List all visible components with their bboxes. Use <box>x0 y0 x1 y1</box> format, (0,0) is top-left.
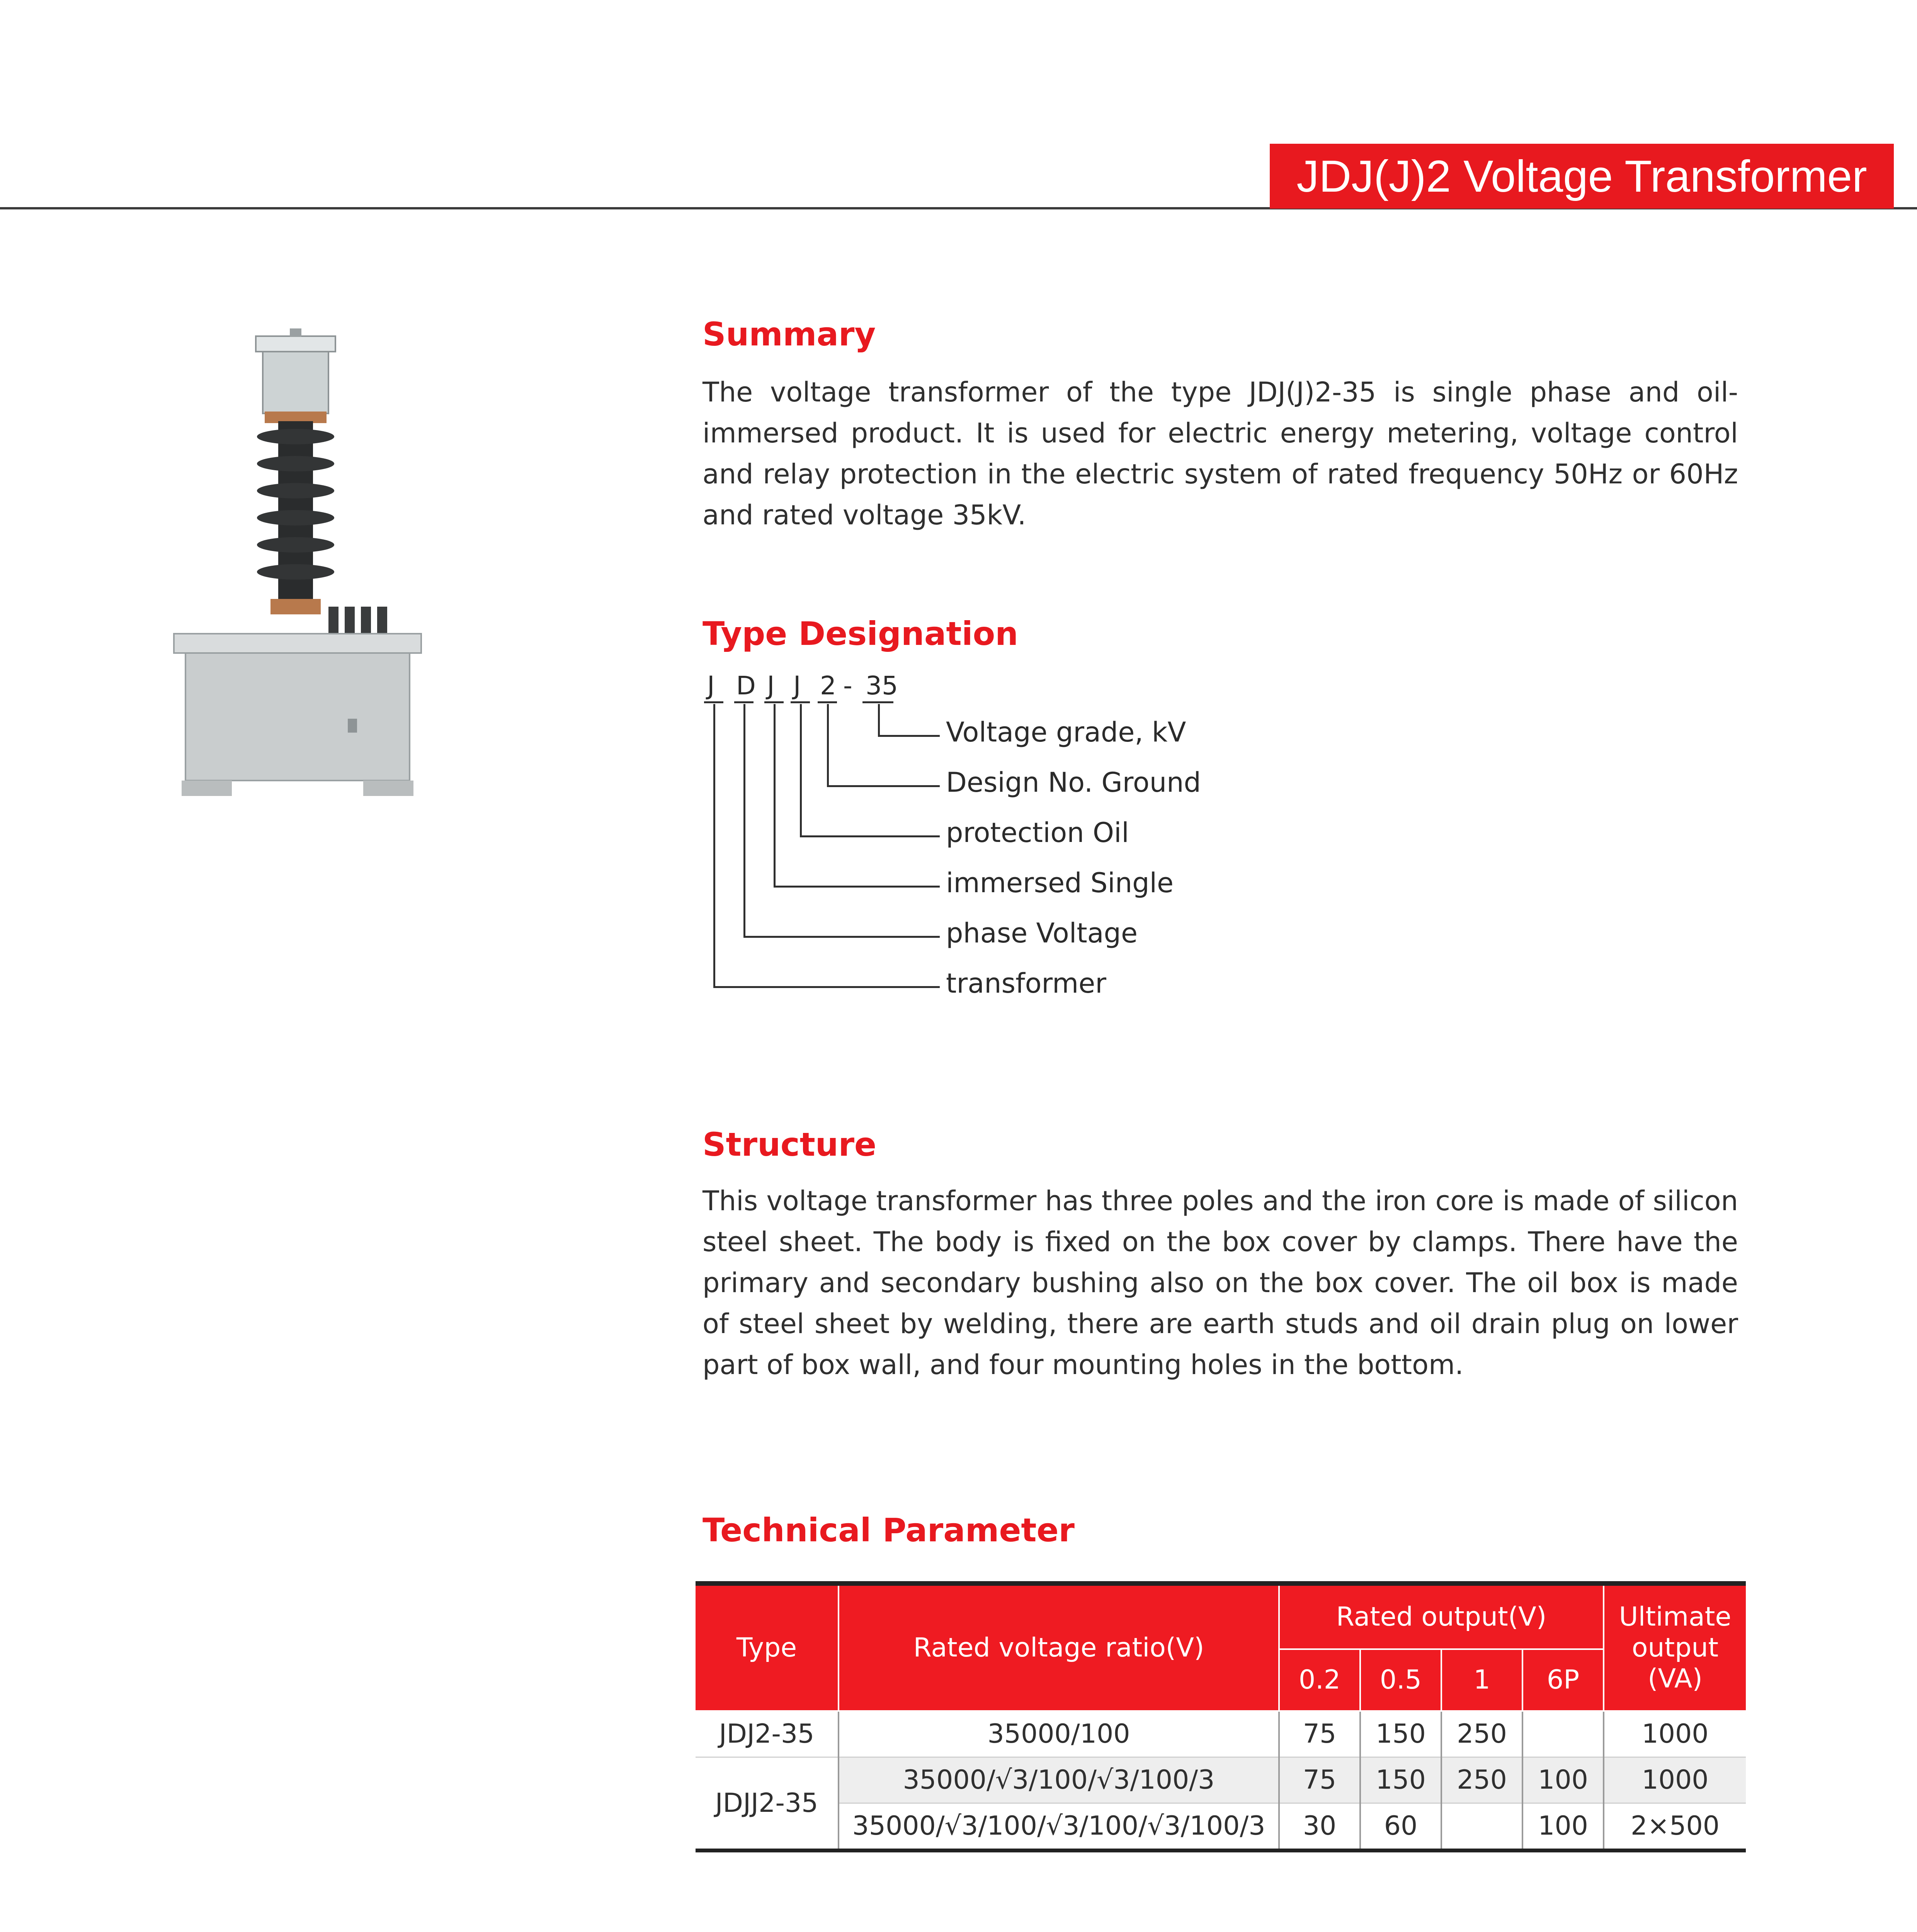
cell-class-1 <box>1441 1803 1522 1851</box>
bracket-horizontal-4 <box>774 886 940 888</box>
structure-heading: Structure <box>703 1126 877 1163</box>
cell-ratio: 35000/100 <box>839 1711 1279 1757</box>
code-char-1: J <box>707 671 715 701</box>
cell-ultimate: 2×500 <box>1604 1803 1746 1851</box>
voltage-transformer-photo <box>166 328 429 800</box>
bracket-horizontal-5 <box>743 936 940 938</box>
type-designation-heading: Type Designation <box>703 615 1018 653</box>
bracket-vertical-1 <box>878 704 880 737</box>
cell-ratio: 35000/√3/100/√3/100/√3/100/3 <box>839 1803 1279 1851</box>
col-header-ratio: Rated voltage ratio(V) <box>839 1583 1279 1711</box>
page-title: JDJ(J)2 Voltage Transformer <box>1270 144 1894 209</box>
cell-class-0.5: 150 <box>1360 1757 1441 1803</box>
designation-label-2: Design No. Ground <box>946 767 1201 798</box>
code-char-4: J <box>793 671 801 701</box>
cell-class-0.2: 75 <box>1279 1757 1360 1803</box>
bracket-vertical-6 <box>713 704 715 988</box>
cell-class-0.5: 60 <box>1360 1803 1441 1851</box>
code-char-3: J <box>767 671 775 701</box>
bracket-horizontal-3 <box>800 835 940 837</box>
code-char-7: 35 <box>866 671 898 701</box>
table-row <box>696 1757 1746 1803</box>
code-underline-3 <box>764 701 784 703</box>
bracket-vertical-5 <box>743 704 745 938</box>
cell-ultimate: 1000 <box>1604 1757 1746 1803</box>
cell-type: JDJ2-35 <box>696 1711 839 1757</box>
cell-type: JDJJ2-35 <box>696 1757 839 1851</box>
code-char-6: - <box>843 671 852 701</box>
col-header-rated-output: Rated output(V) <box>1279 1583 1604 1649</box>
cell-class-1: 250 <box>1441 1757 1522 1803</box>
cell-class-0.2: 30 <box>1279 1803 1360 1851</box>
designation-label-1: Voltage grade, kV <box>946 716 1186 748</box>
cell-ratio: 35000/√3/100/√3/100/3 <box>839 1757 1279 1803</box>
cell-class-6p: 100 <box>1522 1803 1604 1851</box>
designation-label-3: protection Oil <box>946 817 1129 849</box>
designation-label-4: immersed Single <box>946 867 1174 899</box>
code-underline-2 <box>734 701 754 703</box>
bracket-horizontal-2 <box>827 785 940 787</box>
cell-class-6p: 100 <box>1522 1757 1604 1803</box>
code-underline-4 <box>791 701 810 703</box>
summary-text: The voltage transformer of the type JDJ(J)2-35 is single phase and oil-immersed product. It is used for electric energy metering, voltage control and relay protection in the electric system of rated frequency 50Hz or 60Hz and rated voltage 35kV. <box>703 376 1738 531</box>
designation-label-5: phase Voltage <box>946 917 1138 949</box>
cell-class-1: 250 <box>1441 1711 1522 1757</box>
code-underline-5 <box>818 701 837 703</box>
code-underline-1 <box>704 701 723 703</box>
col-header-class-0.5: 0.5 <box>1360 1649 1441 1711</box>
code-char-5: 2 <box>820 671 836 701</box>
col-header-ultimate: Ultimate output (VA) <box>1604 1583 1746 1711</box>
bracket-horizontal-1 <box>878 735 940 737</box>
technical-parameter-table <box>696 1581 1746 1852</box>
bracket-horizontal-6 <box>713 986 940 988</box>
technical-parameter-heading: Technical Parameter <box>703 1511 1075 1549</box>
bracket-vertical-3 <box>800 704 802 837</box>
structure-text: This voltage transformer has three poles and the iron core is made of silicon steel sheet. The body is fixed on the box cover by clamps. There have the primary and secondary bushing also on the box cover. The oil box is made of steel sheet by welding, there are earth studs and oil drain plug on lower part of box wall, and four mounting holes in the bottom. <box>703 1185 1738 1381</box>
code-char-2: D <box>736 671 756 701</box>
table-row <box>696 1711 1746 1757</box>
cell-ultimate: 1000 <box>1604 1711 1746 1757</box>
bracket-vertical-4 <box>774 704 776 888</box>
col-header-class-1: 1 <box>1441 1649 1522 1711</box>
cell-class-0.2: 75 <box>1279 1711 1360 1757</box>
cell-class-6p <box>1522 1711 1604 1757</box>
col-header-type: Type <box>696 1583 839 1711</box>
designation-label-6: transformer <box>946 968 1107 999</box>
table-row <box>696 1803 1746 1851</box>
col-header-class-6p: 6P <box>1522 1649 1604 1711</box>
col-header-class-0.2: 0.2 <box>1279 1649 1360 1711</box>
summary-heading: Summary <box>703 315 876 353</box>
code-underline-6 <box>862 701 893 703</box>
bracket-vertical-2 <box>827 704 829 787</box>
cell-class-0.5: 150 <box>1360 1711 1441 1757</box>
